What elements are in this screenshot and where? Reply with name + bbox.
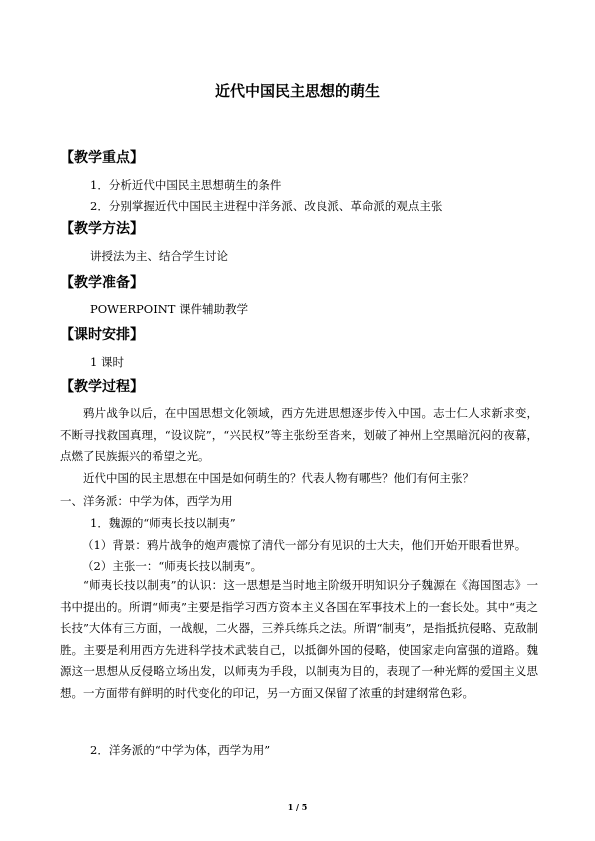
subheading-weiyuan: 1．魏源的“师夷长技以制夷” — [90, 516, 236, 530]
process-question: 近代中国的民主思想在中国是如何萌生的？代表人物有哪些？他们有何主张？ — [83, 471, 474, 485]
heading-teaching-focus: 【教学重点】 — [60, 150, 144, 166]
prep-text: POWERPOINT 课件辅助教学 — [90, 302, 249, 316]
background-text: （1）背景：鸦片战争的炮声震惊了清代一部分有见识的士大夫，他们开始开眼看世界。 — [82, 538, 527, 552]
method-text: 讲授法为主、结合学生讨论 — [90, 249, 228, 263]
schedule-text: 1 课时 — [90, 355, 124, 369]
page-title: 近代中国民主思想的萌生 — [214, 82, 380, 100]
heading-teaching-prep: 【教学准备】 — [60, 275, 144, 291]
explanation-paragraph: “师夷长技以制夷”的认识：这一思想是当时地主阶级开明知识分子魏源在《海国图志》一书中提出的。所谓“师夷”主要是指学习西方资本主义各国在军事技术上的一套长处。其中“夷之长技”大体有三方面，一战舰，二火器，三养兵练兵之法。所谓“制夷”，是指抵抗侵略、克敌制胜。主要是利用西方先进科学技术武装自己，以抵御外国的侵略，使国家走向富强的道路。魏源这一思想从反侵略立场出发，以师夷为手段，以制夷为目的，表现了一种光辉的爱国主义思想。一方面带有鲜明的时代变化的印记，另一方面又保留了浓重的封建纲常色彩。 — [60, 578, 538, 700]
heading-teaching-method: 【教学方法】 — [60, 221, 144, 237]
page-number: 1 / 5 — [287, 802, 308, 812]
focus-item-1: 1．分析近代中国民主思想萌生的条件 — [90, 178, 282, 192]
focus-item-2: 2．分别掌握近代中国民主进程中洋务派、改良派、革命派的观点主张 — [90, 199, 443, 213]
claim-text: （2）主张一：“师夷长技以制夷”。 — [82, 559, 263, 573]
process-intro-paragraph: 鸦片战争以后，在中国思想文化领域，西方先进思想逐步传入中国。志士仁人求新求变，不断寻找救国真理，“设议院”，“兴民权”等主张纷至沓来，划破了神州上空黑暗沉闷的夜幕，点燃了民族振兴的希望之光。 — [60, 406, 538, 464]
heading-teaching-process: 【教学过程】 — [60, 379, 144, 395]
heading-schedule: 【课时安排】 — [60, 327, 144, 343]
subheading-yangwu: 2．洋务派的“中学为体，西学为用” — [90, 743, 271, 757]
part-1-heading: 一、洋务派：中学为体，西学为用 — [60, 494, 233, 508]
